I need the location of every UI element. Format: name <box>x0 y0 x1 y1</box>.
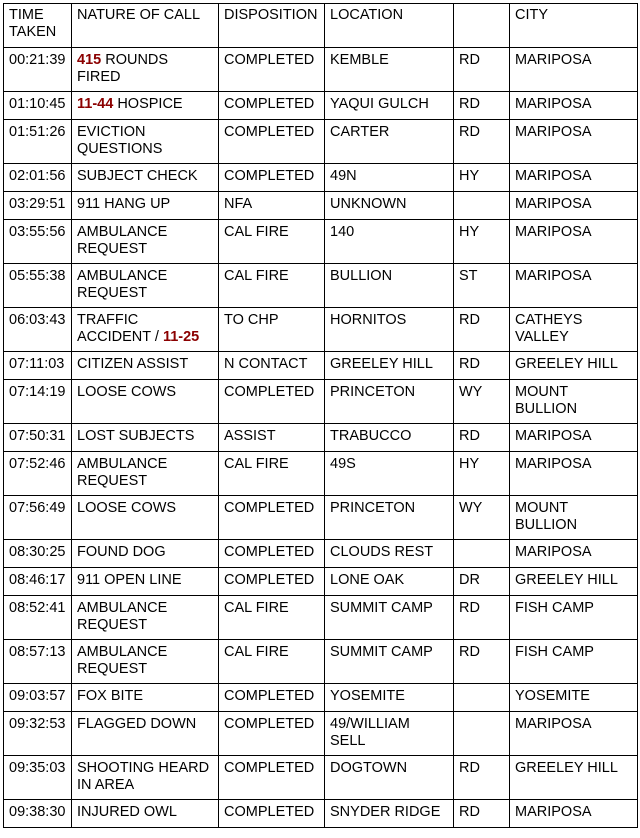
time-cell: 06:03:43 <box>4 308 72 352</box>
table-row <box>4 452 638 496</box>
suffix-cell: RD <box>454 352 510 380</box>
location-cell: YAQUI GULCH <box>325 92 454 120</box>
location-cell: SNYDER RIDGE <box>325 800 454 828</box>
time-cell: 08:46:17 <box>4 568 72 596</box>
table-row <box>4 164 638 192</box>
location-cell: 140 <box>325 220 454 264</box>
nature-text: EVICTION QUESTIONS <box>77 124 163 157</box>
time-cell: 03:29:51 <box>4 192 72 220</box>
city-cell: GREELEY HILL <box>510 352 638 380</box>
call-code: 415 <box>77 52 102 68</box>
city-cell: MARIPOSA <box>510 424 638 452</box>
location-cell: 49S <box>325 452 454 496</box>
disposition-cell: COMPLETED <box>219 800 325 828</box>
nature-cell <box>72 192 219 220</box>
city-cell: YOSEMITE <box>510 684 638 712</box>
nature-cell <box>72 712 219 756</box>
location-cell: KEMBLE <box>325 48 454 92</box>
suffix-cell: RD <box>454 640 510 684</box>
nature-cell <box>72 756 219 800</box>
disposition-cell: COMPLETED <box>219 540 325 568</box>
time-cell: 09:03:57 <box>4 684 72 712</box>
city-cell: CATHEYS VALLEY <box>510 308 638 352</box>
suffix-cell: WY <box>454 496 510 540</box>
nature-text: AMBULANCE REQUEST <box>77 600 168 633</box>
call-log-table <box>3 3 638 828</box>
city-cell: GREELEY HILL <box>510 756 638 800</box>
table-row <box>4 568 638 596</box>
nature-cell <box>72 568 219 596</box>
header-city: CITY <box>510 4 638 48</box>
header-suffix <box>454 4 510 48</box>
city-cell: MARIPOSA <box>510 452 638 496</box>
nature-text: INJURED OWL <box>77 804 177 820</box>
nature-cell <box>72 380 219 424</box>
city-cell: MOUNT BULLION <box>510 380 638 424</box>
nature-text: AMBULANCE REQUEST <box>77 456 168 489</box>
location-cell: CLOUDS REST <box>325 540 454 568</box>
nature-text: FOUND DOG <box>77 544 166 560</box>
city-cell: FISH CAMP <box>510 596 638 640</box>
disposition-cell: CAL FIRE <box>219 640 325 684</box>
table-row <box>4 756 638 800</box>
suffix-cell: DR <box>454 568 510 596</box>
suffix-cell <box>454 684 510 712</box>
location-cell: 49N <box>325 164 454 192</box>
location-cell: PRINCETON <box>325 496 454 540</box>
disposition-cell: COMPLETED <box>219 756 325 800</box>
disposition-cell: COMPLETED <box>219 496 325 540</box>
nature-text: SHOOTING HEARD IN AREA <box>77 760 210 793</box>
city-cell: FISH CAMP <box>510 640 638 684</box>
table-row <box>4 192 638 220</box>
table-row <box>4 684 638 712</box>
disposition-cell: COMPLETED <box>219 48 325 92</box>
nature-text: 911 HANG UP <box>77 196 171 212</box>
nature-text: LOOSE COWS <box>77 384 177 400</box>
nature-text: AMBULANCE REQUEST <box>77 268 168 301</box>
nature-text: TRAFFIC ACCIDENT / <box>77 312 163 345</box>
nature-cell <box>72 352 219 380</box>
nature-cell <box>72 452 219 496</box>
suffix-cell: RD <box>454 92 510 120</box>
location-cell: UNKNOWN <box>325 192 454 220</box>
time-cell: 01:51:26 <box>4 120 72 164</box>
suffix-cell: RD <box>454 800 510 828</box>
city-cell: GREELEY HILL <box>510 568 638 596</box>
suffix-cell: ST <box>454 264 510 308</box>
header-row <box>4 4 638 48</box>
table-row <box>4 264 638 308</box>
location-cell: CARTER <box>325 120 454 164</box>
disposition-cell: CAL FIRE <box>219 264 325 308</box>
location-cell: 49/WILLIAM SELL <box>325 712 454 756</box>
nature-cell <box>72 640 219 684</box>
suffix-cell: WY <box>454 380 510 424</box>
table-row <box>4 640 638 684</box>
time-cell: 05:55:38 <box>4 264 72 308</box>
time-cell: 08:57:13 <box>4 640 72 684</box>
table-row <box>4 220 638 264</box>
suffix-cell <box>454 712 510 756</box>
suffix-cell: RD <box>454 48 510 92</box>
location-cell: GREELEY HILL <box>325 352 454 380</box>
city-cell: MARIPOSA <box>510 120 638 164</box>
city-cell: MARIPOSA <box>510 48 638 92</box>
suffix-cell: HY <box>454 220 510 264</box>
nature-text: LOOSE COWS <box>77 500 177 516</box>
nature-text: FOX BITE <box>77 688 144 704</box>
nature-cell <box>72 800 219 828</box>
location-cell: HORNITOS <box>325 308 454 352</box>
table-row <box>4 712 638 756</box>
time-cell: 03:55:56 <box>4 220 72 264</box>
location-cell: SUMMIT CAMP <box>325 640 454 684</box>
nature-cell <box>72 540 219 568</box>
nature-cell <box>72 48 219 92</box>
location-cell: BULLION <box>325 264 454 308</box>
suffix-cell: RD <box>454 756 510 800</box>
city-cell: MARIPOSA <box>510 712 638 756</box>
city-cell: MARIPOSA <box>510 800 638 828</box>
city-cell: MARIPOSA <box>510 92 638 120</box>
time-cell: 07:56:49 <box>4 496 72 540</box>
disposition-cell: CAL FIRE <box>219 220 325 264</box>
nature-text: CITIZEN ASSIST <box>77 356 189 372</box>
table-row <box>4 48 638 92</box>
nature-text: AMBULANCE REQUEST <box>77 224 168 257</box>
disposition-cell: ASSIST <box>219 424 325 452</box>
time-cell: 09:35:03 <box>4 756 72 800</box>
time-cell: 02:01:56 <box>4 164 72 192</box>
disposition-cell: COMPLETED <box>219 684 325 712</box>
location-cell: TRABUCCO <box>325 424 454 452</box>
location-cell: PRINCETON <box>325 380 454 424</box>
city-cell: MARIPOSA <box>510 540 638 568</box>
time-cell: 00:21:39 <box>4 48 72 92</box>
nature-cell <box>72 596 219 640</box>
nature-cell <box>72 308 219 352</box>
table-row <box>4 120 638 164</box>
nature-cell <box>72 684 219 712</box>
disposition-cell: CAL FIRE <box>219 596 325 640</box>
table-row <box>4 800 638 828</box>
city-cell: MOUNT BULLION <box>510 496 638 540</box>
header-time: TIME TAKEN <box>4 4 72 48</box>
time-cell: 09:32:53 <box>4 712 72 756</box>
table-row <box>4 596 638 640</box>
disposition-cell: COMPLETED <box>219 712 325 756</box>
nature-text: ROUNDS FIRED <box>77 52 169 85</box>
nature-cell <box>72 220 219 264</box>
location-cell: DOGTOWN <box>325 756 454 800</box>
nature-text: SUBJECT CHECK <box>77 168 198 184</box>
location-cell: LONE OAK <box>325 568 454 596</box>
nature-cell <box>72 264 219 308</box>
table-row <box>4 92 638 120</box>
time-cell: 07:14:19 <box>4 380 72 424</box>
time-cell: 07:11:03 <box>4 352 72 380</box>
time-cell: 08:30:25 <box>4 540 72 568</box>
nature-cell <box>72 164 219 192</box>
time-cell: 07:50:31 <box>4 424 72 452</box>
header-disposition: DISPOSITION <box>219 4 325 48</box>
city-cell: MARIPOSA <box>510 192 638 220</box>
disposition-cell: COMPLETED <box>219 380 325 424</box>
disposition-cell: COMPLETED <box>219 568 325 596</box>
suffix-cell: RD <box>454 308 510 352</box>
nature-cell <box>72 120 219 164</box>
time-cell: 08:52:41 <box>4 596 72 640</box>
table-row <box>4 308 638 352</box>
header-nature: NATURE OF CALL <box>72 4 219 48</box>
header-location: LOCATION <box>325 4 454 48</box>
table-row <box>4 424 638 452</box>
table-row <box>4 352 638 380</box>
disposition-cell: CAL FIRE <box>219 452 325 496</box>
suffix-cell <box>454 192 510 220</box>
nature-cell <box>72 496 219 540</box>
suffix-cell: HY <box>454 452 510 496</box>
suffix-cell: RD <box>454 424 510 452</box>
nature-text: HOSPICE <box>113 96 183 112</box>
suffix-cell: HY <box>454 164 510 192</box>
disposition-cell: COMPLETED <box>219 92 325 120</box>
city-cell: MARIPOSA <box>510 264 638 308</box>
nature-text: FLAGGED DOWN <box>77 716 197 732</box>
call-code: 11-44 <box>77 96 114 112</box>
suffix-cell <box>454 540 510 568</box>
city-cell: MARIPOSA <box>510 164 638 192</box>
call-code: 11-25 <box>162 329 200 345</box>
table-row <box>4 380 638 424</box>
disposition-cell: NFA <box>219 192 325 220</box>
location-cell: YOSEMITE <box>325 684 454 712</box>
nature-text: LOST SUBJECTS <box>77 428 195 444</box>
suffix-cell: RD <box>454 596 510 640</box>
disposition-cell: N CONTACT <box>219 352 325 380</box>
disposition-cell: COMPLETED <box>219 164 325 192</box>
time-cell: 01:10:45 <box>4 92 72 120</box>
table-row <box>4 496 638 540</box>
nature-cell <box>72 424 219 452</box>
city-cell: MARIPOSA <box>510 220 638 264</box>
time-cell: 09:38:30 <box>4 800 72 828</box>
nature-text: 911 OPEN LINE <box>77 572 182 588</box>
location-cell: SUMMIT CAMP <box>325 596 454 640</box>
table-row <box>4 540 638 568</box>
nature-text: AMBULANCE REQUEST <box>77 644 168 677</box>
nature-cell <box>72 92 219 120</box>
disposition-cell: COMPLETED <box>219 120 325 164</box>
disposition-cell: TO CHP <box>219 308 325 352</box>
time-cell: 07:52:46 <box>4 452 72 496</box>
suffix-cell: RD <box>454 120 510 164</box>
